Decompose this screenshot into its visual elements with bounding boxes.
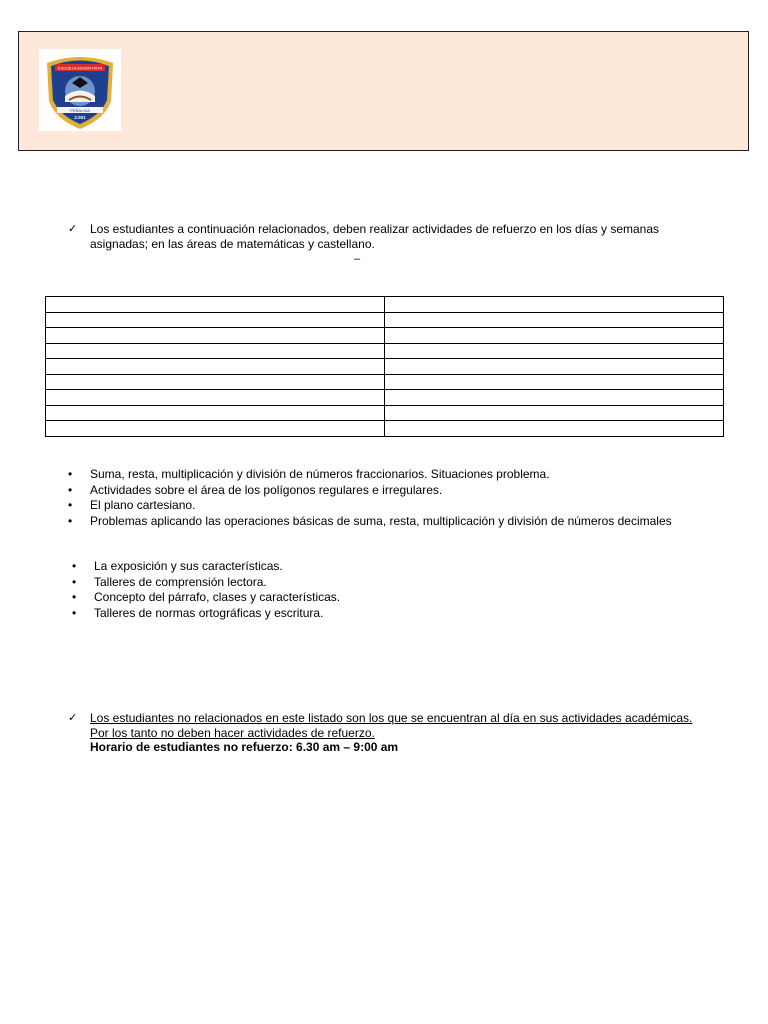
- table-row: [46, 405, 724, 421]
- intro-paragraph: [68, 222, 718, 251]
- table-row: [46, 297, 724, 313]
- table-cell: [46, 328, 385, 344]
- bullet-icon: •: [72, 559, 77, 573]
- dash-mark: –: [354, 253, 361, 265]
- table-cell: [46, 343, 385, 359]
- student-roster-table: [45, 296, 724, 437]
- list-item: • Concepto del párrafo, clases y características.: [72, 590, 341, 604]
- table-cell: [385, 297, 724, 313]
- intro-text: Los estudiantes a continuación relacionados, deben realizar actividades de refuerzo en los días y semanas asignadas; en las áreas de matemáticas y castellano.: [90, 222, 660, 251]
- bullet-icon: •: [72, 574, 77, 589]
- bullet-icon: •: [72, 605, 77, 620]
- list-item: • Talleres de normas ortográficas y escritura.: [72, 605, 324, 620]
- table-cell: [385, 390, 724, 406]
- list-item: • Actividades sobre el área de los polígonos regulares e irregulares.: [68, 482, 443, 497]
- table-row: [46, 359, 724, 375]
- table-cell: [46, 297, 385, 313]
- logo-year: 2.001: [74, 115, 86, 120]
- table-row: [46, 421, 724, 437]
- note-line-1: Los estudiantes no relacionados en este listado son los que se encuentran al día en sus actividades académicas.: [90, 711, 693, 725]
- bullet-icon: •: [68, 498, 73, 512]
- bullet-icon: •: [68, 467, 73, 481]
- schedule-text: Horario de estudiantes no refuerzo: 6.30 am – 9:00 am: [90, 740, 399, 754]
- list-item: • Problemas aplicando las operaciones básicas de suma, resta, multiplicación y división de números decimales: [68, 513, 672, 528]
- table-row: [46, 390, 724, 406]
- table-cell: [385, 328, 724, 344]
- logo-ribbon-text: PEÑALISA: [70, 107, 90, 113]
- table-cell: [46, 405, 385, 421]
- list-item: • Talleres de comprensión lectora.: [72, 574, 267, 589]
- checkmark-icon: ✓: [68, 712, 78, 724]
- list-item: • Suma, resta, multiplicación y división de números fraccionarios. Situaciones problema.: [68, 467, 550, 481]
- table-cell: [385, 359, 724, 375]
- table-cell: [385, 405, 724, 421]
- table-cell: [385, 312, 724, 328]
- table-row: [46, 328, 724, 344]
- table-cell: [385, 374, 724, 390]
- note-paragraph: [68, 711, 748, 755]
- school-crest-logo: [39, 49, 121, 131]
- math-topics-list: [68, 467, 758, 529]
- bullet-icon: •: [72, 590, 77, 604]
- list-item: • La exposición y sus características.: [72, 559, 283, 573]
- table-row: [46, 374, 724, 390]
- table-cell: [46, 390, 385, 406]
- bullet-icon: •: [68, 482, 73, 497]
- table-cell: [46, 421, 385, 437]
- logo-banner-text: ESCUELA ADVENTISTA: [57, 65, 103, 71]
- table-row: [46, 343, 724, 359]
- note-line-2: Por los tanto no deben hacer actividades de refuerzo.: [90, 725, 375, 740]
- header-box: [18, 31, 749, 151]
- table-cell: [46, 374, 385, 390]
- list-item: • El plano cartesiano.: [68, 498, 196, 512]
- table-cell: [385, 421, 724, 437]
- table-row: [46, 312, 724, 328]
- table-cell: [46, 359, 385, 375]
- language-topics-list: [72, 559, 752, 621]
- table-cell: [385, 343, 724, 359]
- table-cell: [46, 312, 385, 328]
- checkmark-icon: ✓: [68, 223, 78, 235]
- bullet-icon: •: [68, 513, 73, 528]
